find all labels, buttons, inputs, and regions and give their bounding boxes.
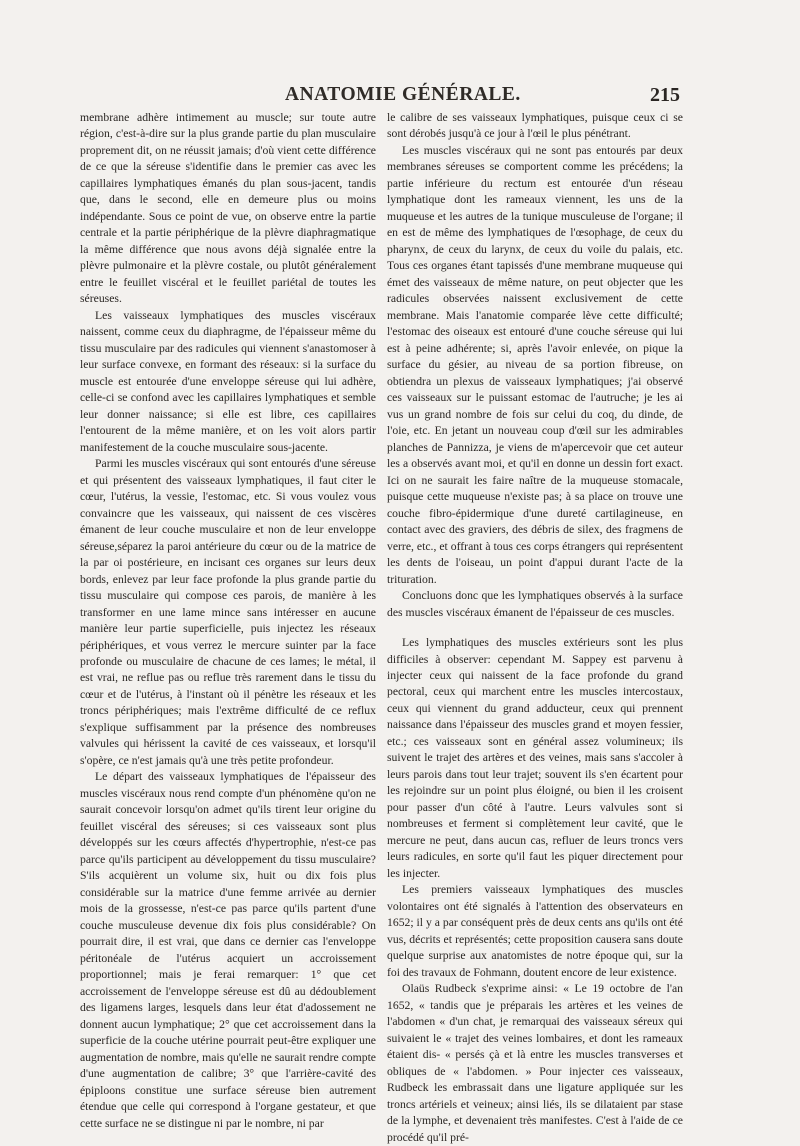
paragraph: Concluons donc que les lymphatiques observés à la surface des muscles viscéraux émanent de l'épaisseur de ces muscles.: [387, 589, 683, 619]
paragraph: Les premiers vaisseaux lymphatiques des muscles volontaires ont été signalés à l'attention des observateurs en 1652; il y a par conséquent près de deux cents ans qu'ils ont été vus, décrits et représentés; cette proposition causera sans doute quelque surprise aux anatomistes de notre époque qui, sur la foi des travaux de Fohmann, doutent encore de leur existence.: [387, 883, 683, 979]
paragraph: Les vaisseaux lymphatiques des muscles viscéraux naissent, comme ceux du diaphragme, de l'épaisseur même du tissu musculaire par des radicules qui viennent s'anastomoser à leur surface convexe, en formant des réseaux: si la surface du muscle est entourée d'une enveloppe séreuse qui lui adhère, celle-ci se confond avec les capillaires lymphatiques et semble leur donner naissance; si elle est libre, ces capillaires l'entourent de la même manière, et on les voit alors partir manifestement de la couche musculaire sous-jacente.: [80, 308, 376, 454]
paragraph: Les lymphatiques des muscles extérieurs sont les plus difficiles à observer: cependant M. Sappey est parvenu à injecter ceux qui naissent de la face profonde du grand pectoral, ceux qui marchent entre les muscles intercostaux, ceux qui viennent du grand adducteur, ceux qui prennent naissance dans l'épaisseur des muscles grand et moyen fessier, etc.; ces vaisseaux sont en général assez volumineux; ils suivent le trajet des artères et des veines, mais sans s'accoler à leurs parois dans tout leur trajet; souvent ils s'en écartent pour les rejoindre sur un point plus éloigné, ou bien il les croisent pour passer d'un côté à l'autre. Leurs valvules sont si nombreuses et ferment si complètement leur cavité, que le mercure ne peut, dans aucun cas, refluer de leurs troncs vers leurs radicules, en sorte qu'il faut les piquer directement pour les injecter.: [387, 636, 683, 880]
paragraph: Les muscles viscéraux qui ne sont pas entourés par deux membranes séreuses se comportent comme les précédens; la partie inférieure du rectum est entourée d'un réseau lymphatique dont les rameaux viennent, les uns de la muqueuse et les autres de la tunique musculeuse de l'organe; il en est de même des lymphatiques de l'œsophage, de ceux du pharynx, de ceux du larynx, de ceux du voile du palais, etc. Tous ces organes étant tapissés d'une membrane muqueuse qui émet des vaisseaux de même nature, on peut objecter que les radicules observées naissent exclusivement de cette membrane. Mais l'anatomie comparée lève cette difficulté; l'estomac des oiseaux est entouré d'une couche séreuse qui lui est à peine adhérente; si, après l'avoir enlevée, on pique la surface du gésier, au niveau de sa portion fibreuse, on obtiendra un plexus de vaisseaux lymphatiques; j'ai observé ces vaisseaux sur le puissant estomac de l'autruche; je les ai vus un grand nombre de fois sur celui du coq, du dinde, de l'oie, etc. En jetant un nouveau coup d'œil sur les admirables planches de Pannizza, je viens de m'apercevoir que cet auteur les a observés avant moi, et qu'il en donne un dessin fort exact. Ici on ne saurait les faire naître de la muqueuse stomacale, puisque cette muqueuse n'existe pas; à sa place on trouve une couche fibro-épidermique d'une dureté cartilagineuse, en contact avec des graviers, des débris de silex, des fragmens de verre, etc., et offrant à tous ces corps étrangers qui représentent les dents de l'oiseau, un point d'appui durant l'acte de la trituration.: [387, 143, 683, 586]
paragraph: Parmi les muscles viscéraux qui sont entourés d'une séreuse et qui présentent des vaisseaux lymphatiques, il faut citer le cœur, l'utérus, la vessie, l'estomac, etc. Si vous voulez vous convaincre que les vaisseaux, qui naissent de ces viscères émanent de leur couche musculaire et non de leur enveloppe séreuse,séparez la paroi antérieure du cœur ou de la matrice de la par oi postérieure, en incisant ces organes sur leurs deux bords, enlevez par leur face profonde la plus grande partie du tissu musculaire qui compose ces parois, de manière à les transformer en une lame mince sans intéresser en aucune manière leur partie superficielle, puis injectez les réseaux périphériques, et vous verrez le mercure suinter par la face profonde ou musculaire de chacune de ces lames; le métal, il est vrai, ne reflue pas ou reflue très rarement dans le tissu du cœur et de l'utérus, à l'instant où il pénètre les réseaux et les troncs périphériques; mais l'extrême difficulté de ce reflux s'explique suffisamment par la présence des nombreuses valvules qui hérissent la cavité de ces vaisseaux, et lorsqu'il s'opère, ce n'est jamais qu'à une très petite profondeur.: [80, 457, 376, 767]
left-column: [80, 110, 376, 1132]
paragraph: Olaüs Rudbeck s'exprime ainsi: « Le 19 octobre de l'an 1652, « tandis que je préparais les artères et les veines de l'abdomen « d'un chat, je remarquai des vaisseaux séreux qui suivaient le « trajet des veines lombaires, et dont les rameaux étaient dis- « persés çà et là entre les muscles transverses et obliques de « l'abdomen. » Pour injecter ces vaisseaux, Rudbeck les embrassait dans une ligature appliquée sur les troncs artériels et veineux; ainsi liés, ils se dilataient par stase de la lymphe, et devenaient très manifestes. C'est à l'aide de ce procédé qu'il pré-: [387, 982, 683, 1144]
paragraph: le calibre de ses vaisseaux lymphatiques, puisque ceux ci se sont dérobés jusqu'à ce jour à l'œil le plus pénétrant.: [387, 111, 683, 141]
right-column: [387, 110, 683, 1146]
page-number: 215: [650, 84, 680, 106]
page-header: [60, 84, 680, 108]
running-title: ANATOMIE GÉNÉRALE.: [285, 84, 521, 105]
paragraph: Le départ des vaisseaux lymphatiques de l'épaisseur des muscles viscéraux nous rend compte d'un phénomène qu'on ne saurait concevoir lorsqu'on admet qu'ils tirent leur origine du feuillet viscéral des séreuses; si ces vaisseaux sont plus développés sur les cœurs affectés d'hypertrophie, n'est-ce pas parce qu'ils participent au développement du tissu musculaire? S'ils acquièrent un volume six, huit ou dix fois plus considérable sur la matrice d'une femme arrivée au dernier mois de la grossesse, n'est-ce pas parce qu'ils partent d'une couche musculeuse devenue dix fois plus considérable? On pourrait dire, il est vrai, que dans ce dernier cas l'enveloppe péritonéale de l'utérus acquiert un accroissement proportionnel; mais je ferai remarquer: 1° que cet accroissement de l'enveloppe séreuse est dû au dédoublement des ligamens larges, lesquels dans leur état d'adossement ne donnent aucun lymphatique; 2° que cet accroissement dans la superficie de la couche utérine pourrait peut-être expliquer une augmentation de nombre, mais qu'elle ne saurait rendre compte d'une augmentation de calibre; 3° que l'arrière-cavité des épiploons constitue une surface séreuse bien autrement étendue que celle qui correspond à l'organe gestateur, et que cette surface ne se distingue ni par le nombre, ni par: [80, 770, 376, 1130]
paragraph: membrane adhère intimement au muscle; sur toute autre région, c'est-à-dire sur la plus grande partie du plan musculaire proprement dit, on ne réussit jamais; d'où vient cette différence de ce que la séreuse s'identifie dans le premier cas avec les capillaires lymphatiques émanés du plan sous-jacent, tandis que, dans le second, elle en demeure plus ou moins indépendante. Sous ce point de vue, on observe entre la partie centrale et la partie périphérique de la plèvre diaphragmatique la même différence que nous avons déjà signalée entre la plèvre pulmonaire et la plèvre costale, ou plutôt généralement entre le feuillet viscéral et le feuillet pariétal de toutes les séreuses.: [80, 111, 376, 306]
